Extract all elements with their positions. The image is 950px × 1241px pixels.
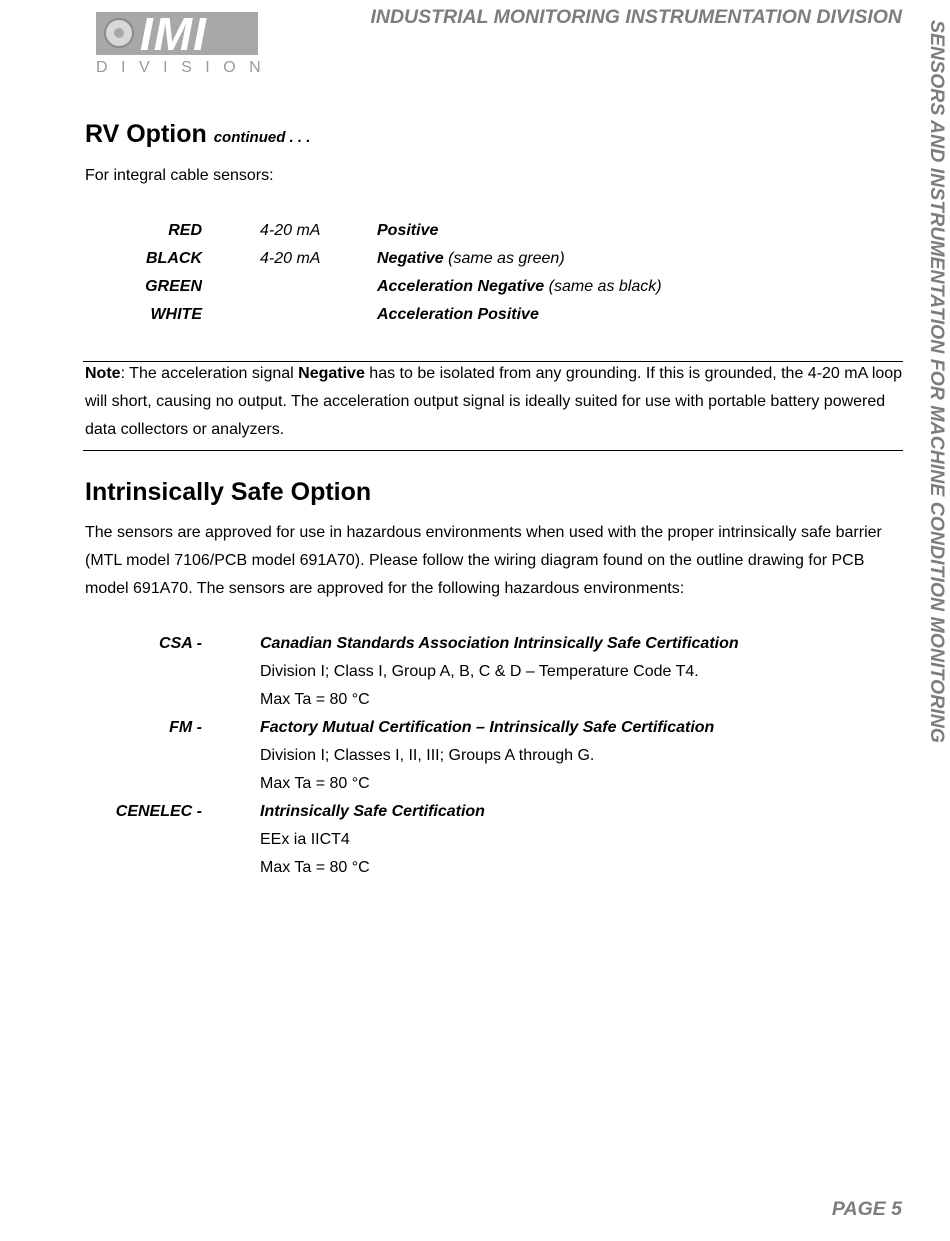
note-emphasis: Negative [298, 365, 365, 382]
wire-color: GREEN [145, 278, 202, 295]
rv-option-title: RV Option [85, 120, 207, 148]
cert-title-row [0, 714, 900, 742]
wire-row [0, 245, 900, 273]
cert-title: Factory Mutual Certification – Intrinsically Safe Certification [260, 719, 715, 736]
wire-signal: 4-20 mA [260, 250, 321, 267]
cert-detail-row [0, 854, 900, 882]
wire-table [0, 217, 900, 329]
cert-detail: Division I; Class I, Group A, B, C & D – Temperature Code T4. [260, 663, 699, 680]
wire-desc-bold: Acceleration Negative [377, 278, 545, 295]
wire-color: RED [168, 222, 202, 239]
cert-detail: Max Ta = 80 °C [260, 775, 370, 792]
cert-detail-row [0, 742, 900, 770]
page-number: PAGE 5 [831, 1198, 902, 1220]
side-header: SENSORS AND INSTRUMENTATION FOR MACHINE CONDITION MONITORING [926, 20, 948, 743]
note-text-1: : The acceleration signal [120, 365, 299, 382]
wire-description [377, 245, 565, 273]
wire-row [0, 217, 900, 245]
cert-label: CSA - [159, 635, 202, 652]
wire-desc-note: (same as green) [448, 250, 565, 267]
cert-label: FM - [169, 719, 202, 736]
wire-desc-bold: Acceleration Positive [377, 306, 539, 323]
cert-title-row [0, 630, 900, 658]
note-label: Note [85, 365, 121, 382]
cert-label: CENELEC - [115, 803, 202, 820]
wire-color: WHITE [150, 306, 202, 323]
cert-title: Intrinsically Safe Certification [260, 803, 485, 820]
rv-option-heading [85, 120, 310, 149]
logo-name: IMI [140, 8, 207, 60]
cert-detail-row [0, 686, 900, 714]
cert-detail-row [0, 658, 900, 686]
logo-emblem-icon [104, 18, 134, 48]
logo-subtitle: DIVISION [96, 59, 275, 76]
cert-title: Canadian Standards Association Intrinsically Safe Certification [260, 635, 739, 652]
is-option-title: Intrinsically Safe Option [85, 478, 372, 506]
wire-description [377, 217, 438, 245]
rv-intro: For integral cable sensors: [85, 167, 274, 184]
wire-color: BLACK [146, 250, 202, 267]
rv-option-continued: continued . . . [213, 129, 311, 146]
wire-desc-bold: Positive [377, 222, 439, 239]
cert-detail: EEx ia IICT4 [260, 831, 350, 848]
top-header: INDUSTRIAL MONITORING INSTRUMENTATION DIVISION [370, 6, 902, 28]
cert-detail: Max Ta = 80 °C [260, 859, 370, 876]
cert-detail-row [0, 826, 900, 854]
note-block [85, 360, 903, 444]
cert-title-row [0, 798, 900, 826]
wire-description [377, 273, 662, 301]
wire-desc-note: (same as black) [548, 278, 662, 295]
cert-detail: Max Ta = 80 °C [260, 691, 370, 708]
logo-plate [96, 8, 258, 60]
wire-description [377, 301, 539, 329]
note-text-2: has to be isolated from any grounding. If this is grounded, the 4-20 mA loop will short, causing no output. The acceleration output signal is ideally suited for use with portable battery powered data collectors or analyzers. [85, 365, 903, 438]
wire-row [0, 301, 900, 329]
imi-division-logo [96, 8, 275, 78]
cert-detail: Division I; Classes I, II, III; Groups A through G. [260, 747, 595, 764]
is-option-body: The sensors are approved for use in hazardous environments when used with the proper intrinsically safe barrier (MTL model 7106/PCB model 691A70). Please follow the wiring diagram found on the outline drawing for PCB model 691A70. The sensors are approved for the following hazardous environments: [85, 524, 882, 597]
note-bottom-divider [83, 450, 903, 451]
wire-desc-bold: Negative [377, 250, 444, 267]
wire-signal: 4-20 mA [260, 222, 321, 239]
cert-detail-row [0, 770, 900, 798]
certification-list [0, 630, 900, 882]
wire-row [0, 273, 900, 301]
